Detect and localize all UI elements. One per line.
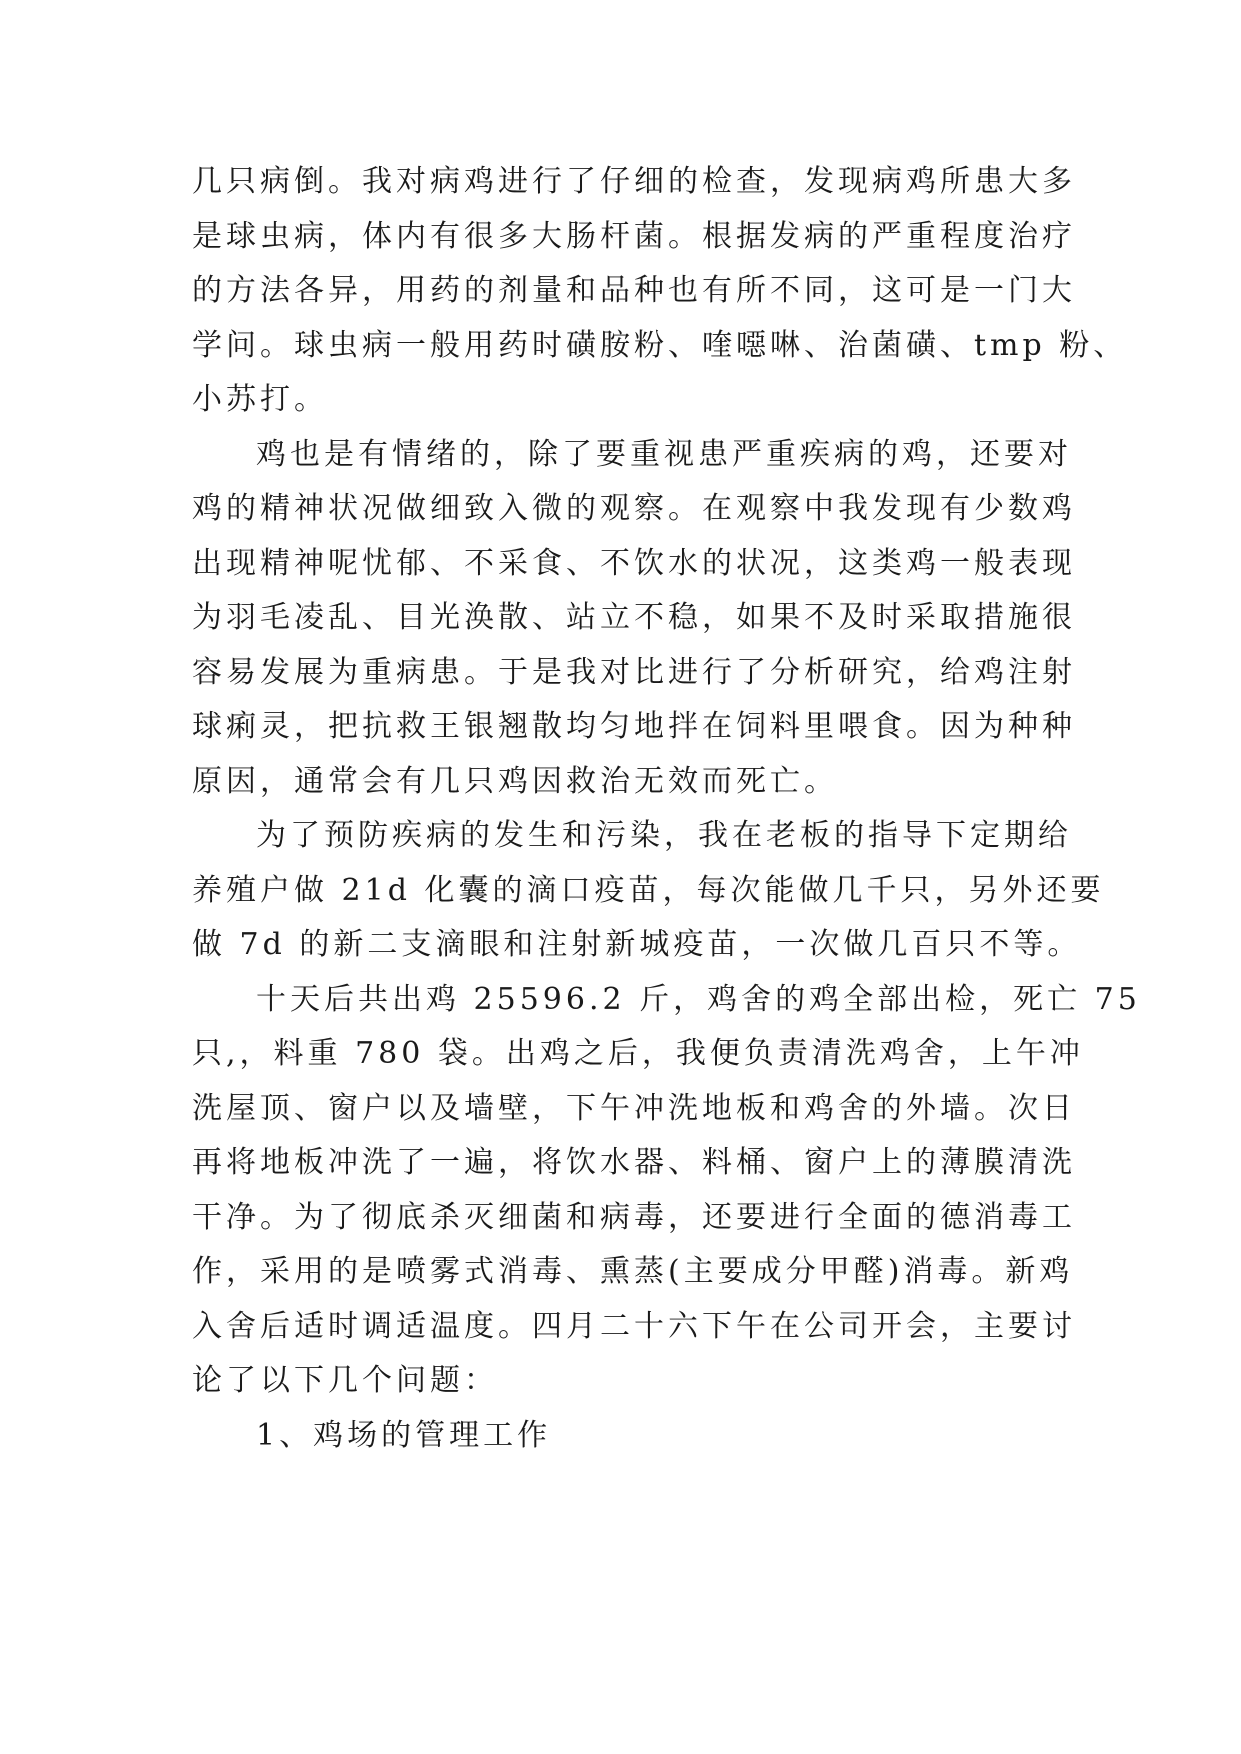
paragraph-4-line-3: 洗屋顶、窗户以及墙壁，下午冲洗地板和鸡舍的外墙。次日 <box>192 1091 1076 1126</box>
paragraph-4-line-7: 入舍后适时调适温度。四月二十六下午在公司开会，主要讨 <box>192 1309 1076 1344</box>
paragraph-2-line-4: 为羽毛凌乱、目光涣散、站立不稳，如果不及时采取措施很 <box>192 600 1076 635</box>
paragraph-1-line-5: 小苏打。 <box>192 382 328 417</box>
paragraph-4-line-8: 论了以下几个问题： <box>192 1363 498 1398</box>
paragraph-4-line-4: 再将地板冲洗了一遍，将饮水器、料桶、窗户上的薄膜清洗 <box>192 1145 1076 1180</box>
paragraph-2-line-1: 鸡也是有情绪的，除了要重视患严重疾病的鸡，还要对 <box>256 437 1072 472</box>
paragraph-2-line-5: 容易发展为重病患。于是我对比进行了分析研究，给鸡注射 <box>192 655 1076 690</box>
paragraph-4-line-1: 十天后共出鸡 25596.2 斤，鸡舍的鸡全部出检，死亡 75 <box>256 982 1141 1017</box>
paragraph-3-line-3: 做 7d 的新二支滴眼和注射新城疫苗，一次做几百只不等。 <box>192 927 1082 962</box>
paragraph-1-line-2: 是球虫病，体内有很多大肠杆菌。根据发病的严重程度治疗 <box>192 219 1076 254</box>
paragraph-2-line-7: 原因，通常会有几只鸡因救治无效而死亡。 <box>192 764 838 799</box>
paragraph-2-line-2: 鸡的精神状况做细致入微的观察。在观察中我发现有少数鸡 <box>192 491 1076 526</box>
paragraph-3-line-1: 为了预防疾病的发生和污染，我在老板的指导下定期给 <box>256 818 1072 853</box>
paragraph-2-line-6: 球痢灵，把抗救王银翘散均匀地拌在饲料里喂食。因为种种 <box>192 709 1076 744</box>
paragraph-3-line-2: 养殖户做 21d 化囊的滴口疫苗，每次能做几千只，另外还要 <box>192 873 1105 908</box>
paragraph-1-line-1: 几只病倒。我对病鸡进行了仔细的检查，发现病鸡所患大多 <box>192 164 1076 199</box>
paragraph-2-line-3: 出现精神呢忧郁、不采食、不饮水的状况，这类鸡一般表现 <box>192 546 1076 581</box>
paragraph-4-line-5: 干净。为了彻底杀灭细菌和病毒，还要进行全面的德消毒工 <box>192 1200 1076 1235</box>
paragraph-4-line-6: 作，采用的是喷雾式消毒、熏蒸(主要成分甲醛)消毒。新鸡 <box>192 1254 1074 1289</box>
list-item-heading: 1、鸡场的管理工作 <box>256 1418 552 1453</box>
paragraph-4-line-2: 只,，料重 780 袋。出鸡之后，我便负责清洗鸡舍，上午冲 <box>192 1036 1084 1071</box>
paragraph-1-line-3: 的方法各异，用药的剂量和品种也有所不同，这可是一门大 <box>192 273 1076 308</box>
paragraph-1-line-4: 学问。球虫病一般用药时磺胺粉、喹噁啉、治菌磺、tmp 粉、 <box>192 328 1128 363</box>
